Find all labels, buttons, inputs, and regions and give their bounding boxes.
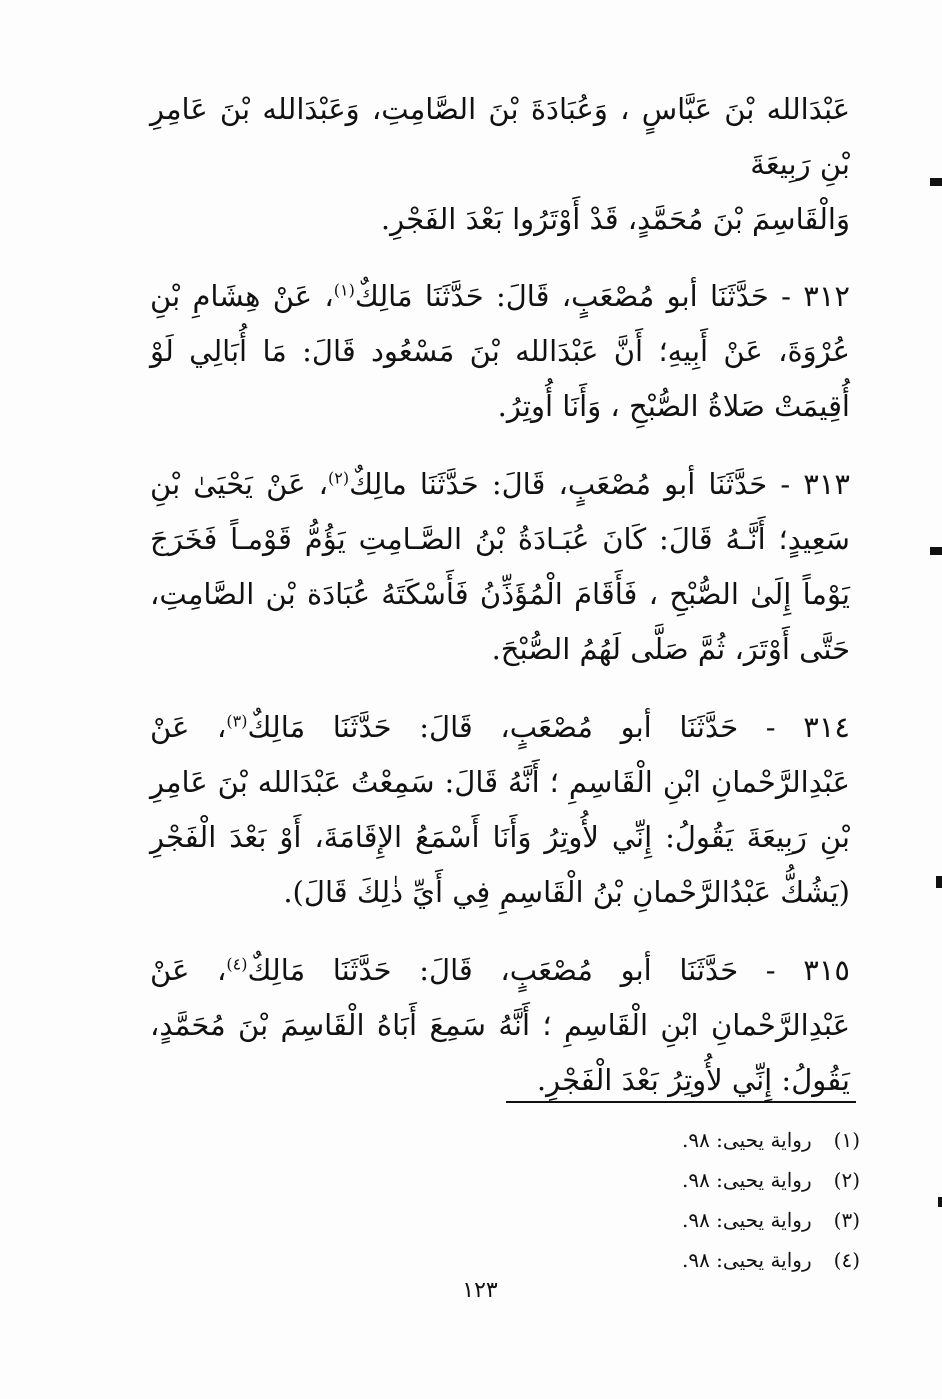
footnote bbox=[500, 1160, 860, 1200]
hadith-314 bbox=[150, 700, 850, 920]
footnote-text: رواية يحيى: ٩٨. bbox=[681, 1208, 812, 1232]
hadith-opening: - حَدَّثَنَا أبو مُصْعَبٍ، قَالَ: حَدَّثَنَا مالِكٌ bbox=[349, 467, 791, 501]
footnote-text: رواية يحيى: ٩٨. bbox=[681, 1128, 812, 1152]
footnote-ref: (٣) bbox=[226, 711, 248, 731]
hadith-312 bbox=[150, 269, 850, 434]
hadith-number: ٣١٥ bbox=[803, 953, 850, 987]
lead-line: وَالْقَاسِمَ بْنَ مُحَمَّدٍ، قَدْ أَوْتَرُوا بَعْدَ الفَجْرِ. bbox=[380, 202, 850, 236]
main-text bbox=[150, 82, 850, 1131]
lead-paragraph bbox=[150, 82, 850, 247]
hadith-text: ، عَنْ عَبْدِالرَّحْمانِ ابْنِ الْقَاسِمِ ؛ أَنَّهُ قَالَ: سَمِعْتُ عَبْدَالله بْنَ عَامِرِ بْنِ رَبِيعَةَ يَقُولُ: إِنِّي لأُوتِرُ وَأَنَا أَسْمَعُ الإِقَامَةَ، أَوْ بَعْدَ الْفَجْرِ (يَشُكُّ عَبْدُالرَّحْمانِ بْنُ الْقَاسِمِ فِي أَيِّ ذٰلِكَ قَالَ). bbox=[150, 710, 850, 909]
hadith-number: ٣١٢ bbox=[803, 279, 851, 313]
footnote-number: (١) bbox=[833, 1128, 860, 1152]
hadith-315 bbox=[150, 943, 850, 1108]
scan-edge-mark bbox=[930, 178, 942, 186]
footnote-ref: (٢) bbox=[328, 468, 350, 488]
footnote bbox=[500, 1120, 860, 1160]
scan-edge-mark bbox=[938, 1197, 942, 1207]
footnote-ref: (١) bbox=[333, 280, 355, 300]
hadith-text: ، عَنْ هِشَامِ بْنِ عُرْوَةَ، عَنْ أَبِيهِ؛ أَنَّ عَبْدَالله بْنَ مَسْعُود قَالَ: مَا أُبَالِي لَوْ أُقِيمَتْ صَلاةُ الصُّبْحِ ، وَأَنَا أُوتِرُ. bbox=[150, 279, 850, 423]
lead-line: عَبْدَالله بْنَ عَبَّاسٍ ، وَعُبَادَةَ بْنَ الصَّامِتِ، وَعَبْدَالله بْنَ عَامِرِ بْنِ رَبِيعَةَ bbox=[150, 92, 850, 181]
hadith-opening: - حَدَّثَنَا أبو مُصْعَبٍ، قَالَ: حَدَّثَنَا مَالِكٌ bbox=[247, 953, 776, 987]
footnote-number: (٢) bbox=[833, 1168, 860, 1192]
footnote bbox=[500, 1240, 860, 1280]
scan-edge-mark bbox=[936, 876, 942, 888]
hadith-text: ، عَنْ يَحْيَىٰ بْنِ سَعِيدٍ؛ أَنَّـهُ قَالَ: كَانَ عُبَـادَةُ بْنُ الصَّـامِتِ يَؤُمُّ قَوْمـاً فَخَرَجَ يَوْماً إِلَىٰ الصُّبْحِ ، فَأَقَامَ الْمُؤَذِّنُ فَأَسْكَتَهُ عُبَادَة بْن الصَّامِتِ، حَتَّى أَوْتَرَ، ثُمَّ صَلَّى لَهُمُ الصُّبْحَ. bbox=[150, 467, 850, 666]
scan-edge-mark bbox=[930, 547, 942, 555]
hadith-number: ٣١٤ bbox=[803, 710, 850, 744]
hadith-text: ، عَنْ عَبْدِالرَّحْمانِ ابْنِ الْقَاسِمِ ؛ أَنَّهُ سَمِعَ أَبَاهُ الْقَاسِمَ بْنَ مُحَمَّدٍ، يَقُولُ: إِنِّي لأُوتِرُ بَعْدَ الْفَجْرِ. bbox=[150, 953, 850, 1097]
footnote bbox=[500, 1200, 860, 1240]
hadith-number: ٣١٣ bbox=[803, 467, 851, 501]
hadith-opening: - حَدَّثَنَا أبو مُصْعَبٍ، قَالَ: حَدَّثَنَا مَالِكٌ bbox=[354, 279, 791, 313]
footnote-number: (٣) bbox=[833, 1208, 860, 1232]
footnote-ref: (٤) bbox=[226, 954, 248, 974]
footnote-text: رواية يحيى: ٩٨. bbox=[681, 1248, 812, 1272]
footnote-text: رواية يحيى: ٩٨. bbox=[681, 1168, 812, 1192]
footnotes bbox=[500, 1120, 860, 1280]
page-number: ١٢٣ bbox=[462, 1278, 498, 1303]
footnote-number: (٤) bbox=[833, 1248, 860, 1272]
hadith-opening: - حَدَّثَنَا أبو مُصْعَبٍ، قَالَ: حَدَّثَنَا مَالِكٌ bbox=[247, 710, 776, 744]
footnote-divider bbox=[506, 1101, 856, 1103]
hadith-313 bbox=[150, 457, 850, 677]
